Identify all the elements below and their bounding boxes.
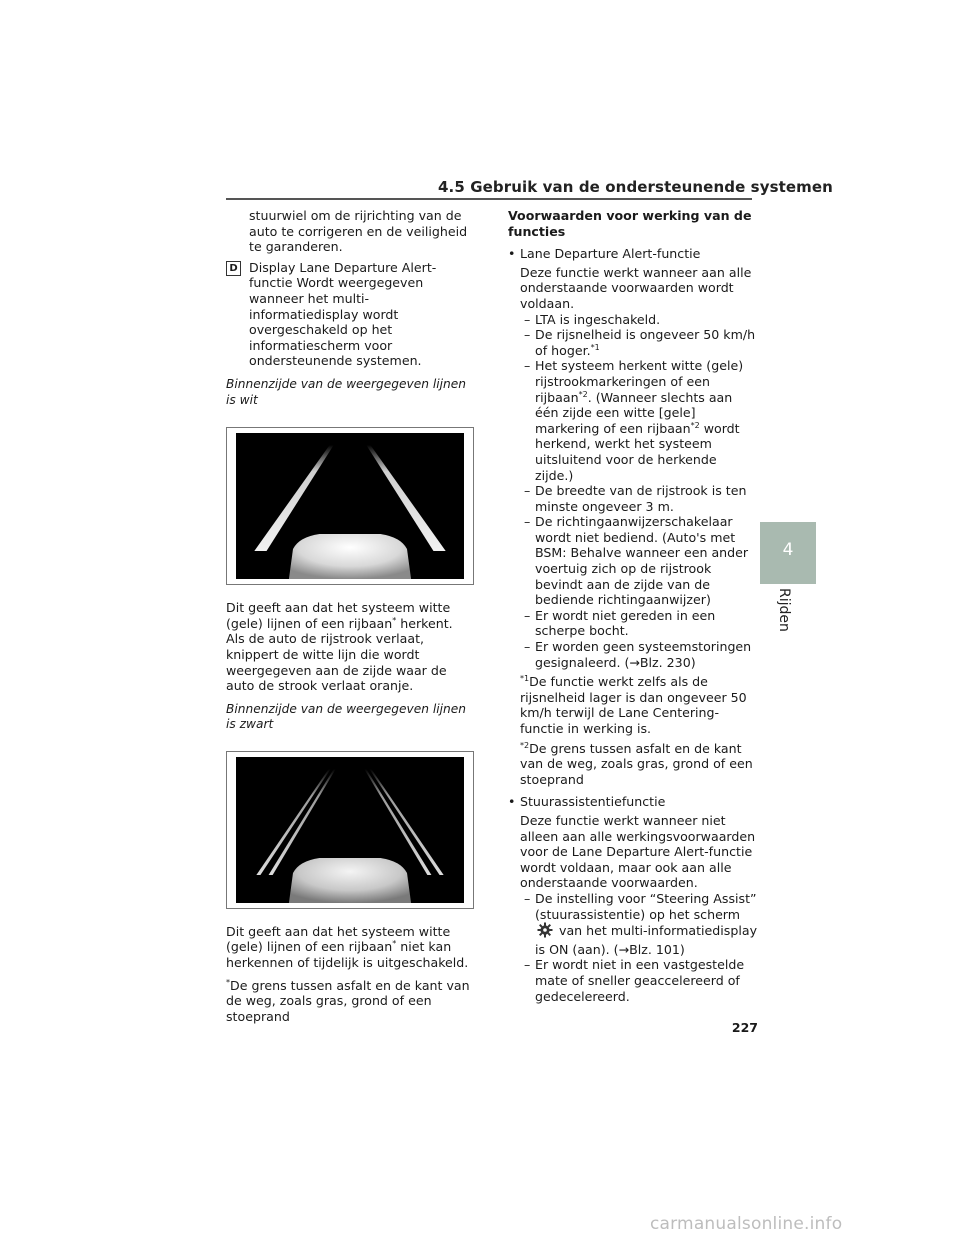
lda-cond-4: – De breedte van de rijstrook is ten minste ongeveer 3 m. — [524, 483, 747, 514]
bullet-lda — [508, 246, 758, 262]
footnote-left: *De grens tussen asfalt en de kant van de weg, zoals gras, grond of een stoeprand — [226, 977, 470, 1024]
footnote-1: $^{*1}$De functie werkt zelfs als de rijsnelheid lager is dan ongeveer 50 km/h terwijl de Lane Centering-functie in werking is. — [520, 674, 747, 736]
lane-display-black — [236, 757, 464, 903]
figure-black-lines — [226, 751, 474, 909]
gear-icon — [537, 922, 553, 942]
lda-cond-7: – Er worden geen systeemstoringen gesignaleerd. (→Blz. 230) — [524, 639, 752, 670]
chapter-number: 4 — [782, 540, 794, 560]
steer-cond-1: – De instelling voor “Steering Assist” (stuurassistentie) op het scherm van het multi-informatiedisplay is ON (aan). (→Blz. 101) — [524, 890, 758, 957]
lda-cond-5: – De richtingaanwijzerschakelaar wordt niet bediend. (Auto's met BSM: Behalve wanneer een ander voertuig zich op de rijstrook bevindt aan de zijde van de bediende richtingaanwijzer) — [524, 514, 749, 608]
lda-title: Lane Departure Alert-functie — [520, 246, 701, 262]
caption-black: Binnenzijde van de weergegeven lijnen is zwart — [226, 701, 466, 732]
page-number: 227 — [731, 1020, 758, 1035]
left-column — [226, 208, 474, 1024]
para-black: Dit geeft aan dat het systeem witte (gele) lijnen of een rijbaan* niet kan herkennen of tijdelijk is uitgeschakeld. — [226, 923, 469, 971]
car-icon — [289, 534, 411, 579]
steer-title: Stuurassistentiefunctie — [520, 794, 666, 810]
footnote-2: $^{*2}$De grens tussen asfalt en de kant van de weg, zoals gras, grond of een stoeprand — [520, 740, 753, 787]
header-title: 4.5 Gebruik van de ondersteunende systemen — [438, 178, 833, 196]
watermark: carmanualsonline.info — [650, 1214, 843, 1234]
chapter-label: Rijden — [776, 588, 792, 632]
conditions-heading: Voorwaarden voor werking van de functies — [508, 208, 752, 239]
item-d-badge: D — [226, 261, 241, 276]
steer-cond-2: – Er wordt niet in een vastgestelde mate of sneller geaccelereerd of gedecelereerd. — [524, 957, 745, 1004]
steer-intro: Deze functie werkt wanneer niet alleen aan alle werkingsvoorwaarden voor de Lane Departure Alert-functie wordt voldaan, maar ook aan alle onderstaande voorwaarden. — [520, 812, 756, 891]
right-column — [508, 208, 758, 1004]
lda-cond-1: – LTA is ingeschakeld. — [524, 311, 661, 327]
item-d-text: Display Lane Departure Alert-functie Wordt weergegeven wanneer het multi-informatiedisplay wordt overgeschakeld op het informatiescherm voor ondersteunende systemen. — [249, 259, 437, 369]
para-white: Dit geeft aan dat het systeem witte (gele) lijnen of een rijbaan* herkent. Als de auto de rijstrook verlaat, knippert de witte lijn die wordt weergegeven aan de zijde waar de auto de strook verlaat oranje. — [226, 600, 453, 694]
car-icon — [289, 858, 411, 903]
lane-display-white — [236, 433, 464, 579]
item-d — [226, 260, 474, 369]
lda-cond-6: – Er wordt niet gereden in een scherpe bocht. — [524, 607, 716, 639]
bullet-dot: • — [508, 794, 516, 810]
lda-cond-2: – De rijsnelheid is ongeveer 50 km/h of hoger.$^{*1}$ — [524, 327, 756, 358]
header-rule — [226, 198, 752, 200]
bullet-steer — [508, 794, 758, 810]
lda-intro: Deze functie werkt wanneer aan alle onderstaande voorwaarden wordt voldaan. — [520, 264, 752, 311]
bullet-dot: • — [508, 246, 516, 262]
lda-cond-3: – Het systeem herkent witte (gele) rijstrookmarkeringen of een rijbaan$^{*2}$. (Wanneer slechts aan één zijde een witte [gele] markering of een rijbaan$^{*2}$ wordt herkend, werkt het systeem uitsluitend voor de herkende zijde.) — [524, 358, 744, 483]
caption-white: Binnenzijde van de weergegeven lijnen is wit — [226, 376, 466, 407]
intro-continued: stuurwiel om de rijrichting van de auto te corrigeren en de veiligheid te garanderen. — [249, 208, 468, 255]
figure-white-lines — [226, 427, 474, 585]
